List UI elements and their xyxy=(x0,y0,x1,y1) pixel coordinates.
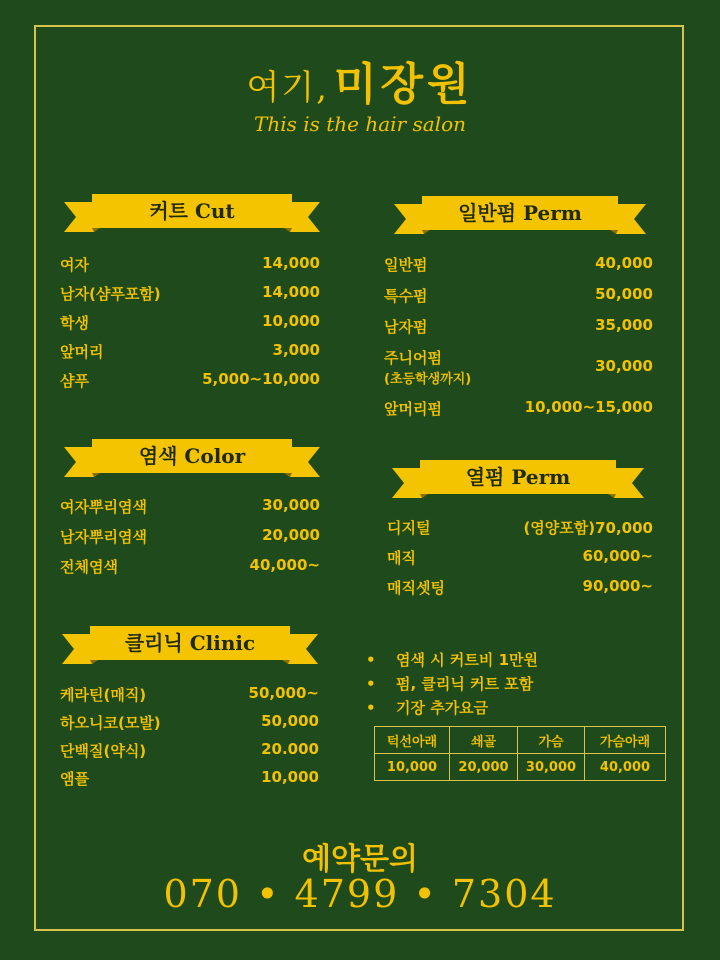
table-header-cell: 쇄골 xyxy=(450,727,518,754)
list-item xyxy=(384,316,653,347)
item-name: 매직셋팅 xyxy=(387,579,445,597)
item-name: 앞머리 xyxy=(60,343,104,361)
item-price: 35,000 xyxy=(595,316,653,334)
item-price: 50,000 xyxy=(595,285,653,303)
item-price: 10,000 xyxy=(262,312,320,330)
table-cell: 10,000 xyxy=(375,754,450,781)
list-item xyxy=(60,496,320,526)
item-price: 10,000~15,000 xyxy=(524,398,653,416)
item-name: 남자뿌리염색 xyxy=(60,528,147,546)
item-name: 하오니코(모발) xyxy=(60,714,161,732)
ribbon-color xyxy=(64,439,320,479)
item-price: 50,000~ xyxy=(248,684,319,702)
item-price: 30,000 xyxy=(595,357,653,375)
ribbon-clinic-title: 클리닉 Clinic xyxy=(124,631,256,655)
bullet-icon: • xyxy=(366,675,376,693)
list-item xyxy=(384,347,653,398)
item-name: 남자펌 xyxy=(384,318,428,336)
item-name: 샴푸 xyxy=(60,372,89,390)
note-item xyxy=(366,672,538,696)
cut-price-list xyxy=(60,254,320,399)
note-text: 염색 시 커트비 1만원 xyxy=(396,651,539,669)
item-name: 단백질(약식) xyxy=(60,742,147,760)
list-item xyxy=(60,370,320,399)
reservation-label: 예약문의 xyxy=(302,842,418,877)
note-text: 펌, 클리닉 커트 포함 xyxy=(396,675,534,693)
item-note: (초등학생까지) xyxy=(384,372,472,387)
table-cell: 20,000 xyxy=(450,754,518,781)
item-price: (영양포함)70,000 xyxy=(523,519,653,537)
list-item xyxy=(387,547,653,577)
list-item xyxy=(60,312,320,341)
ribbon-heat-perm-title: 열펌 Perm xyxy=(465,465,571,489)
list-item xyxy=(387,577,653,607)
item-name: 앞머리펌 xyxy=(384,400,442,418)
item-price: 90,000~ xyxy=(582,577,653,595)
item-price: 40,000 xyxy=(595,254,653,272)
item-name: 매직 xyxy=(387,549,416,567)
list-item xyxy=(60,556,320,586)
item-name: 케라틴(매직) xyxy=(60,686,147,704)
note-item xyxy=(366,696,538,720)
item-name: 일반펌 xyxy=(384,256,428,274)
list-item xyxy=(60,712,319,740)
list-item xyxy=(60,283,320,312)
list-item xyxy=(60,341,320,370)
bullet-icon: • xyxy=(366,699,376,717)
item-price: 10,000 xyxy=(261,768,319,786)
item-price: 5,000~10,000 xyxy=(202,370,320,388)
table-header-row xyxy=(375,727,666,754)
ribbon-perm-title: 일반펌 Perm xyxy=(458,201,582,225)
item-name: 전체염색 xyxy=(60,558,118,576)
ribbon-cut xyxy=(64,194,320,234)
item-name: 주니어펌 xyxy=(384,349,442,367)
ribbon-clinic xyxy=(62,626,318,666)
list-item xyxy=(384,398,653,429)
list-item xyxy=(60,740,319,768)
item-name: 남자(샴푸포함) xyxy=(60,285,161,303)
item-price: 20,000 xyxy=(262,526,320,544)
reservation-phone[interactable]: 070 • 4799 • 7304 xyxy=(163,872,557,916)
ribbon-heat-perm xyxy=(392,460,644,500)
item-name: 여자뿌리염색 xyxy=(60,498,147,516)
ribbon-color-title: 염색 Color xyxy=(138,444,246,468)
item-price: 50,000 xyxy=(261,712,319,730)
table-header-cell: 턱선아래 xyxy=(375,727,450,754)
table-header-cell: 가슴아래 xyxy=(585,727,666,754)
note-text: 기장 추가요금 xyxy=(396,699,489,717)
ribbon-cut-title: 커트 Cut xyxy=(149,199,235,223)
list-item xyxy=(60,254,320,283)
list-item xyxy=(60,768,319,796)
item-name: 학생 xyxy=(60,314,89,332)
list-item xyxy=(60,684,319,712)
item-price: 40,000~ xyxy=(249,556,320,574)
item-price: 14,000 xyxy=(262,283,320,301)
item-name-group xyxy=(384,347,471,387)
table-cell: 30,000 xyxy=(518,754,585,781)
heat-perm-price-list xyxy=(387,517,653,607)
item-price: 60,000~ xyxy=(582,547,653,565)
item-price: 20.000 xyxy=(261,740,319,758)
bullet-icon: • xyxy=(366,651,376,669)
list-item xyxy=(384,254,653,285)
color-price-list xyxy=(60,496,320,586)
item-name: 여자 xyxy=(60,256,89,274)
title-big: 미장원 xyxy=(334,59,474,110)
item-name: 디지털 xyxy=(387,519,431,537)
table-header-cell: 가슴 xyxy=(518,727,585,754)
item-price: 14,000 xyxy=(262,254,320,272)
list-item xyxy=(387,517,653,547)
clinic-price-list xyxy=(60,684,319,796)
length-surcharge-table xyxy=(374,726,666,781)
table-cell: 40,000 xyxy=(585,754,666,781)
salon-title xyxy=(0,48,720,112)
notes-list xyxy=(366,648,538,720)
ribbon-perm xyxy=(394,196,646,236)
perm-price-list xyxy=(384,254,653,429)
item-name: 앰플 xyxy=(60,770,89,788)
table-row xyxy=(375,754,666,781)
item-name: 특수펌 xyxy=(384,287,428,305)
salon-subtitle: This is the hair salon xyxy=(254,112,466,136)
item-price: 30,000 xyxy=(262,496,320,514)
note-item xyxy=(366,648,538,672)
title-small: 여기, xyxy=(246,68,329,108)
item-price: 3,000 xyxy=(272,341,320,359)
list-item xyxy=(60,526,320,556)
list-item xyxy=(384,285,653,316)
